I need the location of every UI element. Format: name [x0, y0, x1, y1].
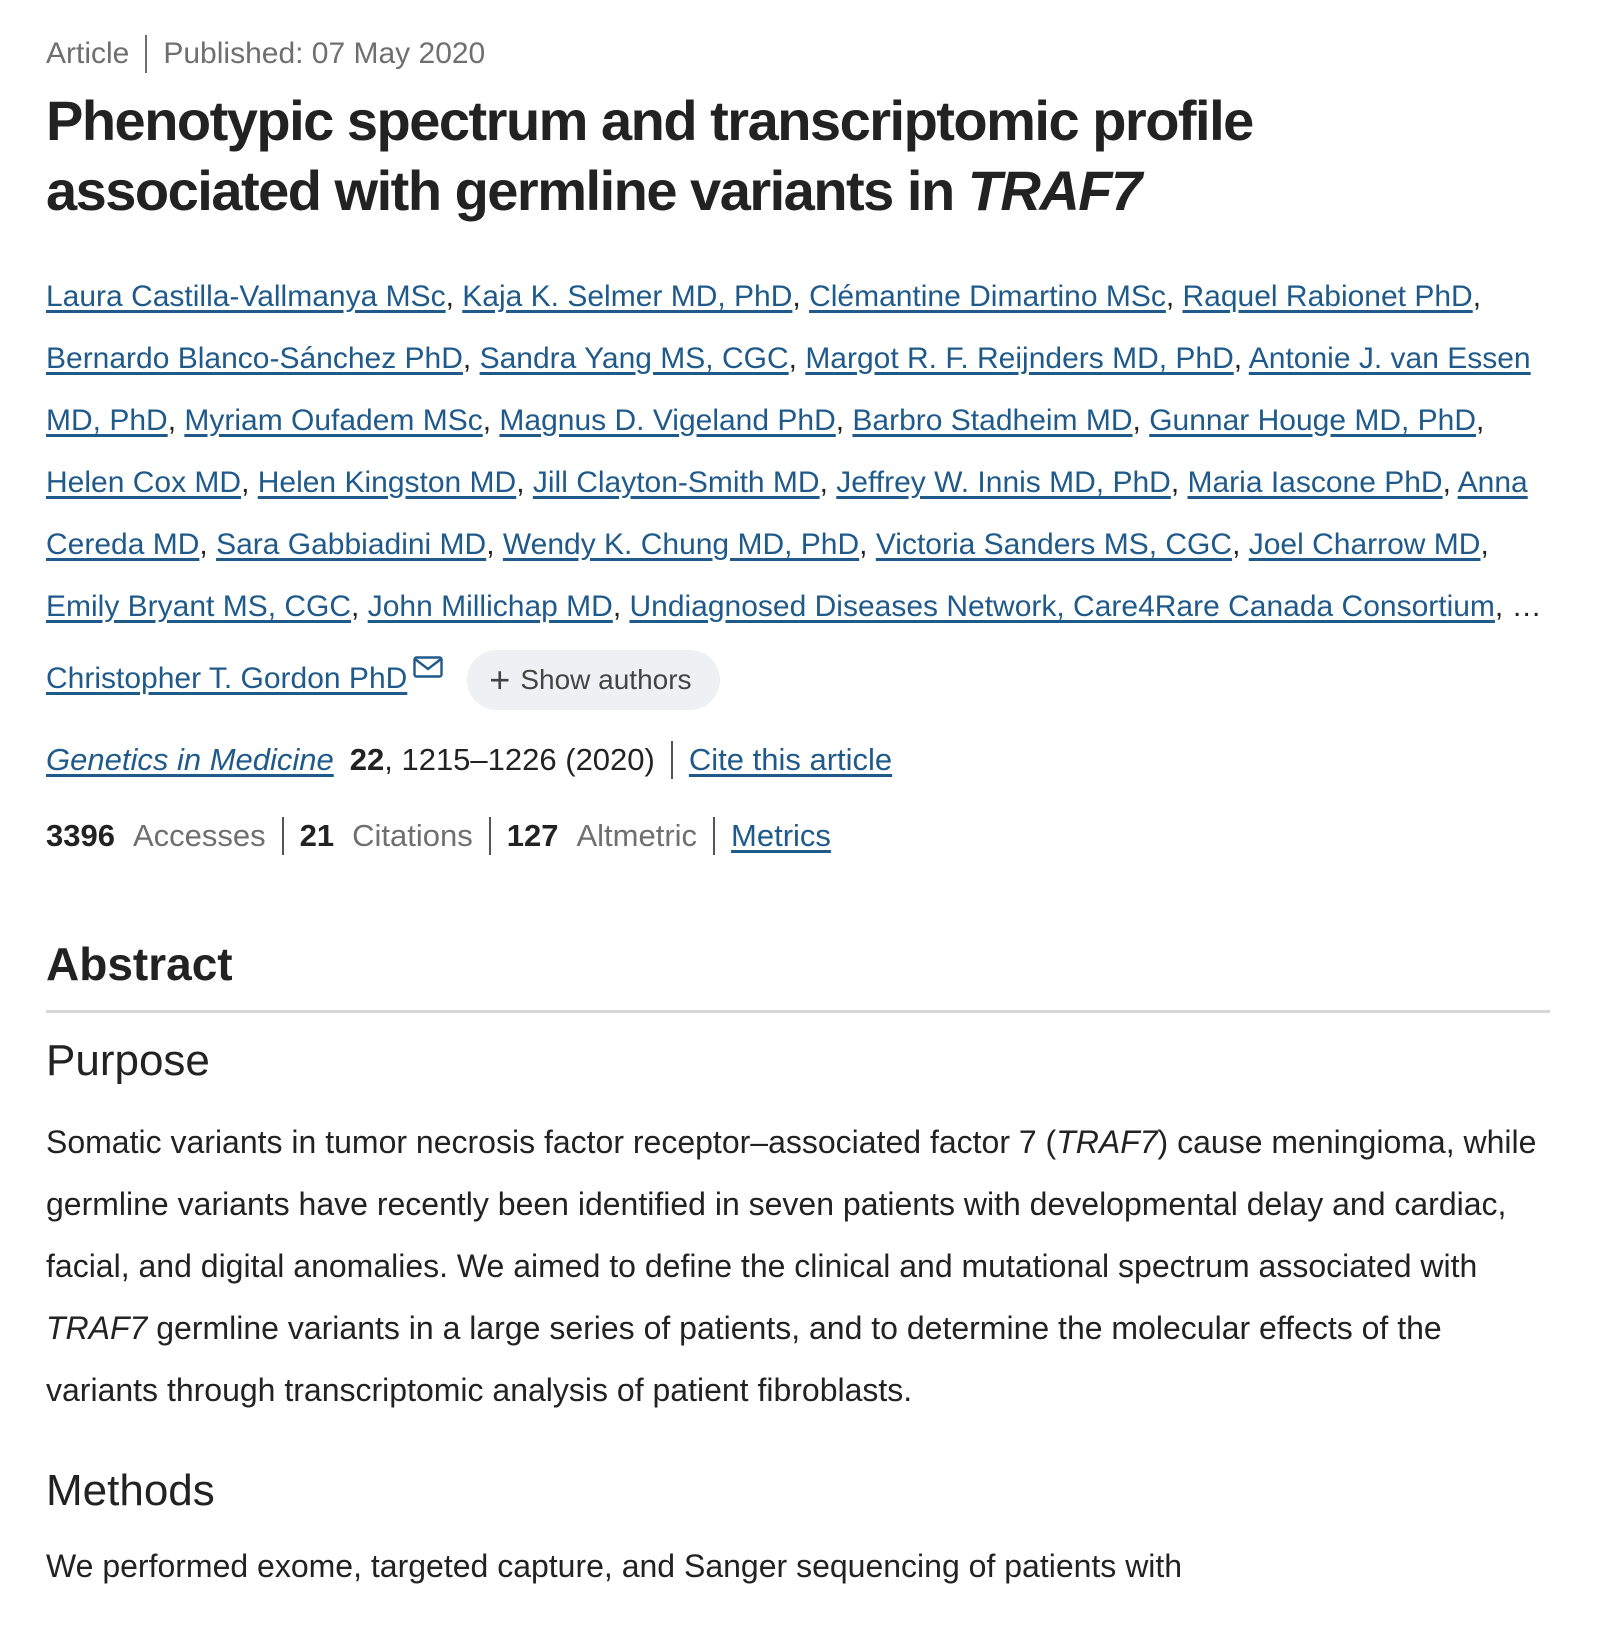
author-link[interactable]: Wendy K. Chung MD, PhD [502, 528, 860, 561]
plus-icon: + [489, 659, 511, 701]
author-link[interactable]: Magnus D. Vigeland PhD [499, 404, 836, 437]
abstract-heading: Abstract [46, 938, 233, 991]
title-main: Phenotypic spectrum and transcriptomic profile associated with germline variants in [46, 89, 1253, 222]
author-link[interactable]: Joel Charrow MD [1248, 528, 1481, 561]
metrics-divider [489, 817, 491, 855]
author-link[interactable]: Maria Iascone PhD [1187, 466, 1443, 499]
methods-heading: Methods [46, 1466, 215, 1516]
citation-line [46, 732, 1556, 788]
author-link[interactable]: John Millichap MD [367, 590, 613, 623]
author-link[interactable]: Undiagnosed Diseases Network, Care4Rare Canada Consortium [629, 590, 1495, 623]
purpose-paragraph: Somatic variants in tumor necrosis factor receptor–associated factor 7 (TRAF7) cause meningioma, while germline variants have recently been identified in seven patients with developmental delay and cardiac, facial, and digital anomalies. We aimed to define the clinical and mutational spectrum associated with TRAF7 germline variants in a large series of patients, and to determine the molecular effects of the variants through transcriptomic analysis of patient fibroblasts. [46, 1124, 1537, 1409]
author-link[interactable]: Sara Gabbiadini MD [216, 528, 487, 561]
author-links: Laura Castilla-Vallmanya MSc, Kaja K. Selmer MD, PhD, Clémantine Dimartino MSc, Raquel Rabionet PhD, Bernardo Blanco-Sánchez PhD, Sandra Yang MS, CGC, Margot R. F. Reijnders MD, PhD, Antonie J. van Essen MD, PhD, Myriam Oufadem MSc, Magnus D. Vigeland PhD, Barbro Stadheim MD, Gunnar Houge MD, PhD, Helen Cox MD, Helen Kingston MD, Jill Clayton-Smith MD, Jeffrey W. Innis MD, PhD, Maria Iascone PhD, Anna Cereda MD, Sara Gabbiadini MD, Wendy K. Chung MD, PhD, Victoria Sanders MS, CGC, Joel Charrow MD, Emily Bryant MS, CGC, John Millichap MD, Undiagnosed Diseases Network, Care4Rare Canada Consortium [46, 280, 1531, 623]
author-link[interactable]: Kaja K. Selmer MD, PhD [462, 280, 793, 313]
article-meta [46, 32, 1556, 76]
journal-link[interactable]: Genetics in Medicine [46, 742, 334, 778]
author-link[interactable]: Margot R. F. Reijnders MD, PhD [805, 342, 1234, 375]
metrics-link[interactable]: Metrics [731, 818, 831, 854]
author-link[interactable]: Emily Bryant MS, CGC [46, 590, 352, 623]
gene-name: TRAF7 [1056, 1124, 1158, 1161]
citation-divider [671, 741, 673, 779]
author-link-last[interactable]: Christopher T. Gordon PhD [46, 662, 408, 695]
altmetric-score: 127 [506, 818, 559, 854]
author-link[interactable]: Anna Cereda MD [46, 466, 1528, 561]
altmetric-label: Altmetric [576, 818, 698, 854]
author-list [46, 266, 1556, 710]
metrics-divider [282, 817, 284, 855]
authors-ellipsis: , … [1494, 590, 1542, 623]
envelope-icon[interactable] [413, 638, 443, 700]
meta-divider [145, 35, 147, 73]
title-gene: TRAF7 [967, 159, 1141, 222]
metrics-divider [713, 817, 715, 855]
author-link[interactable]: Antonie J. van Essen MD, PhD [46, 342, 1531, 437]
author-link[interactable]: Gunnar Houge MD, PhD [1149, 404, 1477, 437]
show-authors-button[interactable] [467, 650, 719, 710]
journal-volume: 22 [349, 742, 385, 778]
published-date: Published: 07 May 2020 [163, 37, 486, 70]
author-link[interactable]: Barbro Stadheim MD [852, 404, 1133, 437]
author-link[interactable]: Raquel Rabionet PhD [1182, 280, 1473, 313]
author-link[interactable]: Jill Clayton-Smith MD [532, 466, 820, 499]
citations-label: Citations [352, 818, 473, 854]
author-link[interactable]: Laura Castilla-Vallmanya MSc [46, 280, 446, 313]
purpose-heading: Purpose [46, 1036, 210, 1086]
gene-name: TRAF7 [46, 1310, 148, 1347]
article-type: Article [46, 37, 130, 70]
author-link[interactable]: Sandra Yang MS, CGC [479, 342, 789, 375]
author-link[interactable]: Bernardo Blanco-Sánchez PhD [46, 342, 463, 375]
show-authors-label: Show authors [520, 664, 692, 696]
abstract-divider [46, 1010, 1550, 1013]
author-link[interactable]: Clémantine Dimartino MSc [809, 280, 1166, 313]
author-link[interactable]: Helen Kingston MD [257, 466, 517, 499]
author-link[interactable]: Jeffrey W. Innis MD, PhD [836, 466, 1171, 499]
cite-article-link[interactable]: Cite this article [688, 742, 893, 778]
author-link[interactable]: Helen Cox MD [46, 466, 242, 499]
accesses-count: 3396 [46, 818, 115, 854]
author-link[interactable]: Victoria Sanders MS, CGC [875, 528, 1233, 561]
methods-paragraph: We performed exome, targeted capture, and Sanger sequencing of patients with [46, 1548, 1183, 1585]
author-link[interactable]: Myriam Oufadem MSc [184, 404, 483, 437]
accesses-label: Accesses [132, 818, 266, 854]
journal-pages-year: , 1215–1226 (2020) [384, 742, 655, 778]
citations-count: 21 [299, 818, 335, 854]
article-title [46, 86, 1526, 226]
article-metrics [46, 808, 1556, 864]
